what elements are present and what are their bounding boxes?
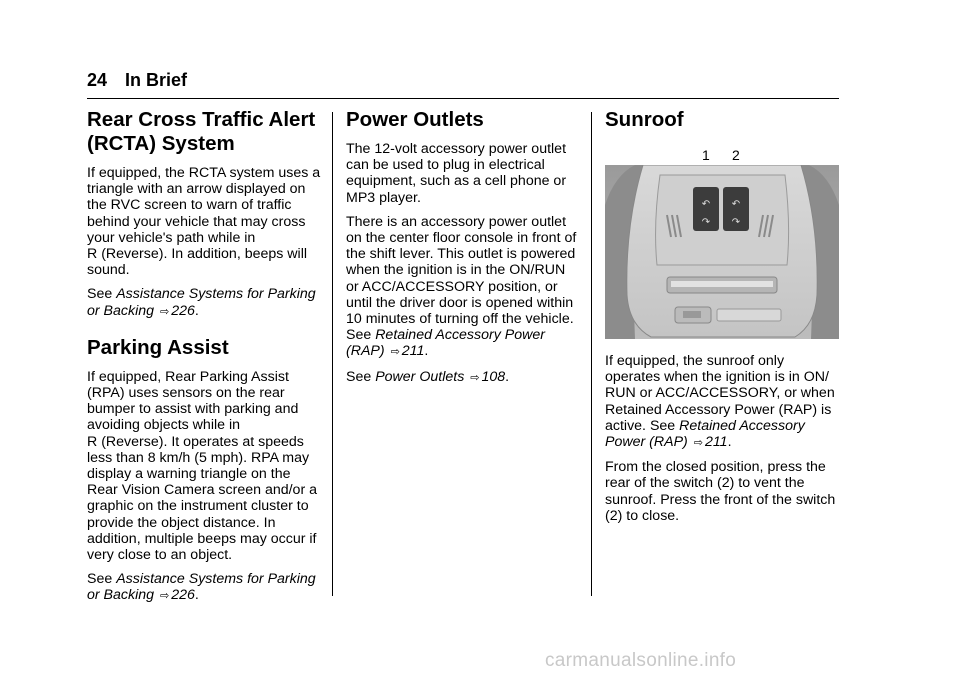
sunroof-rap-xref-link[interactable]: Retained Accessory Power (RAP)	[605, 417, 805, 451]
sunroof-text-2: From the closed position, press the rear of the switch (2) to vent the sunroof. Press the front of the switch (2) to close.	[605, 459, 836, 524]
watermark: carmanualsonline.info	[545, 650, 737, 671]
power-outlets-xref-page[interactable]: 108	[481, 368, 506, 385]
rcta-see-reference: See Assistance Systems for Parking or Backing ⇨ 226.	[87, 286, 316, 319]
sunroof-body: If equipped, the sunroof only operates when the ignition is in ON/ RUN or ACC/ACCESSORY, or when Retained Accessory Power (RAP) is active. See	[605, 353, 835, 434]
power-outlets-text-2: There is an accessory power outlet on the center floor console in front of the shift lever. This outlet is powered when the ignition is in the ON/RUN or ACC/ACCESSORY position, or until the driver door is opened within 10 minutes of turning off the vehicle. See Retained Accessory Power (RAP) ⇨ 211.	[346, 213, 577, 360]
power-outlets-text-1: The 12-volt accessory power outlet can be used to plug in electrical equipment, such as a cell phone or MP3 player.	[346, 141, 567, 206]
rcta-heading: Rear Cross Traffic Alert (RCTA) System	[87, 108, 316, 155]
svg-text:↷: ↷	[701, 217, 711, 228]
power-outlets-heading: Power Outlets	[346, 108, 484, 131]
svg-text:↶: ↶	[701, 199, 711, 210]
power-outlets-see-reference: See Power Outlets ⇨ 108.	[346, 368, 510, 385]
see-label: See	[87, 571, 117, 588]
column-divider-2	[591, 112, 592, 596]
page-header	[87, 70, 839, 91]
callout-1: 1	[702, 147, 710, 163]
sunroof-rap-xref-page[interactable]: 211	[704, 434, 728, 451]
parking-assist-see-reference: See Assistance Systems for Parking or Backing ⇨ 226.	[87, 571, 316, 604]
see-label: See	[87, 286, 117, 303]
xref-arrow-icon: ⇨	[693, 437, 703, 450]
rap-xref-page[interactable]: 211	[401, 343, 425, 360]
column-1	[87, 108, 323, 613]
column-3	[605, 108, 839, 532]
rcta-xref-link[interactable]: Assistance Systems for Parking or Backing	[87, 286, 316, 319]
column-2	[346, 108, 578, 394]
callout-2: 2	[732, 147, 740, 163]
sunroof-text-1: If equipped, the sunroof only operates when the ignition is in ON/ RUN or ACC/ACCESSORY, or when Retained Accessory Power (RAP) is active. See Retained Accessory Power (RAP) ⇨ 211.	[605, 353, 835, 451]
rap-xref-link[interactable]: Retained Accessory Power (RAP)	[346, 327, 545, 360]
svg-text:↶: ↶	[731, 199, 741, 210]
sunroof-heading: Sunroof	[605, 108, 684, 131]
rcta-xref-page[interactable]: 226	[171, 302, 195, 319]
column-divider-1	[332, 112, 333, 596]
sunroof-figure	[605, 137, 839, 343]
see-label: See	[346, 368, 376, 385]
power-outlets-xref-link[interactable]: Power Outlets	[375, 368, 465, 385]
parking-xref-link[interactable]: Assistance Systems for Parking or Backing	[87, 571, 316, 604]
parking-assist-text: If equipped, Rear Parking Assist (RPA) uses sensors on the rear bumper to assist with parking and avoiding objects while in R (Reverse). It operates at speeds less than 8 km/h (5 mph). RPA may display a warning triangle on the Rear Vision Camera screen and/or a graphic on the instrument cluster to provide the object distance. In addition, multiple beeps may occur if very close to an object.	[87, 368, 318, 564]
xref-arrow-icon: ⇨	[159, 305, 170, 318]
xref-arrow-icon: ⇨	[390, 346, 400, 359]
section-title: In Brief	[125, 70, 188, 90]
header-rule	[87, 98, 839, 99]
sunroof-switch-photo	[605, 165, 839, 339]
parking-assist-heading: Parking Assist	[87, 335, 229, 359]
power-outlets-body: There is an accessory power outlet on the center floor console in front of the shift lever. This outlet is powered when the ignition is in the ON/RUN or ACC/ACCESSORY position, or until the driver door is opened within 10 minutes of turning off the vehicle. See	[346, 213, 577, 344]
svg-text:↷: ↷	[731, 217, 741, 228]
page-number: 24	[87, 70, 108, 90]
xref-arrow-icon: ⇨	[159, 590, 170, 603]
rcta-text: If equipped, the RCTA system uses a triangle with an arrow displayed on the RVC screen to warn of traffic behind your vehicle that may cross your vehicle's path while in R (Reverse). In addition, beeps will sound.	[87, 165, 321, 279]
parking-xref-page[interactable]: 226	[171, 587, 195, 604]
xref-arrow-icon: ⇨	[470, 371, 480, 384]
